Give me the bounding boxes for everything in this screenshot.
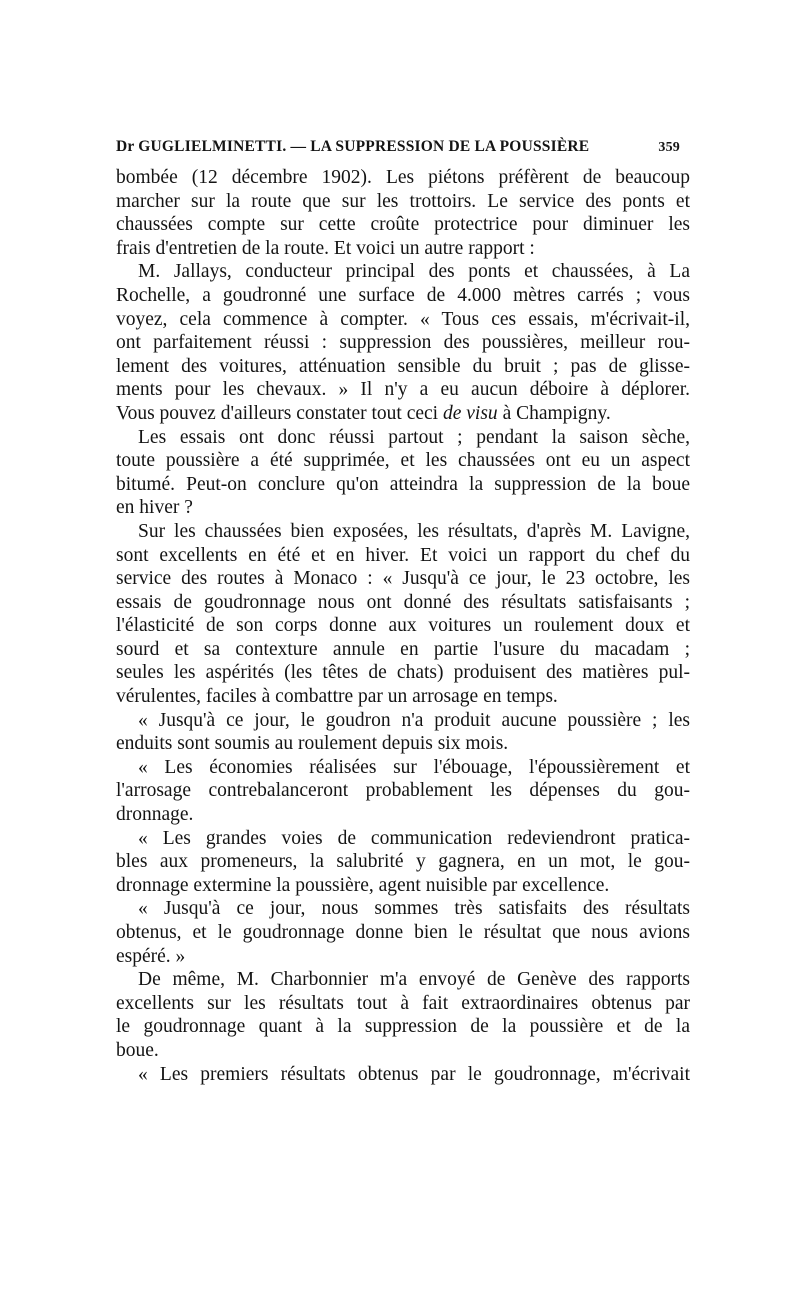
text-line: bitumé. Peut-on conclure qu'on atteindra la suppression de la boue: [116, 473, 690, 495]
text-line: [116, 402, 690, 426]
paragraph: [116, 260, 690, 425]
text-line: « Les premiers résultats obtenus par le goudronnage, m'écrivait: [138, 1063, 690, 1085]
text-line: espéré. »: [116, 945, 186, 967]
paragraph: [116, 520, 690, 709]
text-line: frais d'entretien de la route. Et voici un autre rapport :: [116, 237, 535, 259]
text-line: dronnage extermine la poussière, agent nuisible par excellence.: [116, 874, 610, 896]
running-head: [116, 138, 680, 166]
text-line: sourd et sa contexture annule en partie l'usure du macadam ;: [116, 638, 690, 660]
paragraph: [116, 968, 690, 1062]
text-line: en hiver ?: [116, 497, 193, 519]
text-line: De même, M. Charbonnier m'a envoyé de Genève des rapports: [138, 969, 690, 991]
paragraph: [116, 1063, 690, 1087]
text-line: bombée (12 décembre 1902). Les piétons préfèrent de beaucoup: [116, 167, 690, 188]
body-text: [116, 166, 690, 1086]
text-line: dronnage.: [116, 804, 194, 826]
text-line: ments pour les chevaux. » Il n'y a eu aucun déboire à déplorer.: [116, 379, 690, 401]
text-line: l'arrosage contrebalanceront probablement les dépenses du gou-: [116, 780, 690, 802]
text-line: « Jusqu'à ce jour, nous sommes très satisfaits des résultats: [138, 898, 690, 920]
text-line: vérulentes, faciles à combattre par un arrosage en temps.: [116, 686, 558, 708]
text-line: excellents sur les résultats tout à fait extraordinaires obtenus par: [116, 992, 690, 1014]
text-line: le goudronnage quant à la suppression de la poussière et de la: [116, 1016, 690, 1038]
italic-phrase: de visu: [442, 402, 498, 424]
text-line: « Jusqu'à ce jour, le goudron n'a produit aucune poussière ; les: [138, 709, 690, 731]
text-line: toute poussière a été supprimée, et les chaussées ont eu un aspect: [116, 450, 690, 472]
paragraph: [116, 166, 690, 260]
text-line: obtenus, et le goudronnage donne bien le résultat que nous avions: [116, 922, 690, 943]
text-line: Les essais ont donc réussi partout ; pendant la saison sèche,: [138, 426, 690, 448]
text-line: marcher sur la route que sur les trottoirs. Le service des ponts et: [116, 190, 690, 212]
text-line: bles aux promeneurs, la salubrité y gagnera, en un mot, le gou-: [116, 851, 690, 873]
paragraph: [116, 897, 690, 968]
text-run: à Champigny.: [497, 402, 611, 424]
text-line: M. Jallays, conducteur principal des ponts et chaussées, à La: [138, 261, 690, 283]
text-line: Sur les chaussées bien exposées, les résultats, d'après M. Lavigne,: [138, 520, 690, 542]
text-line: boue.: [116, 1039, 159, 1061]
paragraph: [116, 426, 690, 520]
text-run: Vous pouvez d'ailleurs constater tout ceci: [116, 402, 443, 424]
text-line: voyez, cela commence à compter. « Tous ces essais, m'écrivait-il,: [116, 308, 690, 330]
text-line: seules les aspérités (les têtes de chats) produisent des matières pul-: [116, 662, 690, 684]
text-line: essais de goudronnage nous ont donné des résultats satisfaisants ;: [116, 591, 690, 613]
text-line: « Les grandes voies de communication redeviendront pratica-: [138, 827, 690, 849]
text-line: service des routes à Monaco : « Jusqu'à ce jour, le 23 octobre, les: [116, 568, 690, 590]
page-number: 359: [658, 140, 680, 155]
text-line: chaussées compte sur cette croûte protectrice pour diminuer les: [116, 214, 690, 236]
paragraph: [116, 827, 690, 898]
text-line: sont excellents en été et en hiver. Et voici un rapport du chef du: [116, 544, 690, 566]
running-title: Dr GUGLIELMINETTI. — LA SUPPRESSION DE LA POUSSIÈRE: [116, 138, 590, 155]
text-line: Rochelle, a goudronné une surface de 4.000 mètres carrés ; vous: [116, 284, 690, 306]
paragraph: [116, 756, 690, 827]
text-line: enduits sont soumis au roulement depuis six mois.: [116, 733, 509, 755]
text-line: « Les économies réalisées sur l'ébouage, l'époussièrement et: [138, 756, 690, 778]
text-line: ont parfaitement réussi : suppression des poussières, meilleur rou-: [116, 332, 690, 354]
paragraph: [116, 709, 690, 756]
text-line: lement des voitures, atténuation sensible du bruit ; pas de glisse-: [116, 355, 690, 377]
text-line: l'élasticité de son corps donne aux voitures un roulement doux et: [116, 615, 690, 637]
